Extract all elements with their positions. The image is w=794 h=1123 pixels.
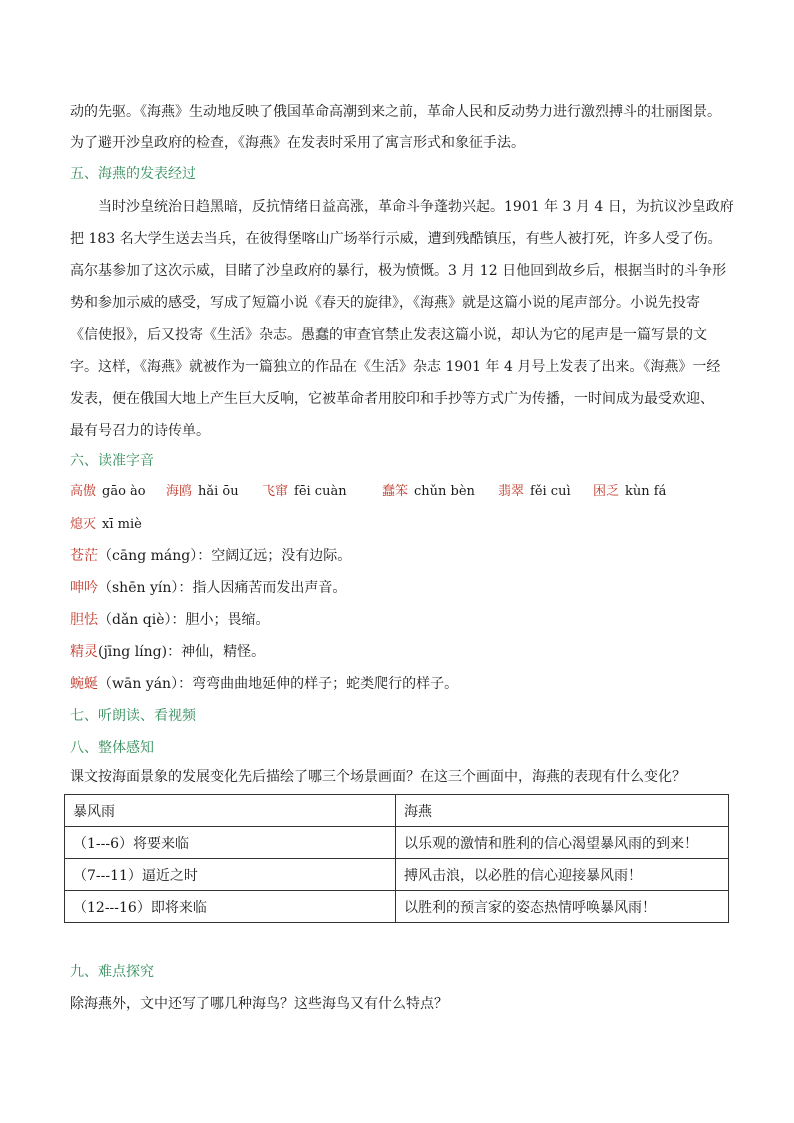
table-cell: （12---16）即将来临 bbox=[65, 891, 396, 923]
vocab-item: 蠢笨 chǔn bèn bbox=[382, 484, 475, 499]
table-cell: （7---11）逼近之时 bbox=[65, 859, 396, 891]
section5-line-5: 《信使报》，后又投寄《生活》杂志。愚蠢的审查官禁止发表这篇小说，却认为它的尾声是一篇写景的文 bbox=[70, 327, 707, 343]
perception-table bbox=[64, 794, 729, 923]
table-row bbox=[65, 859, 729, 891]
intro-line-2: 为了避开沙皇政府的检查，《海燕》在发表时采用了寓言形式和象征手法。 bbox=[70, 135, 525, 151]
table-cell: 搏风击浪，以必胜的信心迎接暴风雨！ bbox=[396, 859, 729, 891]
vocab-item: 高傲 gāo ào bbox=[70, 484, 146, 499]
section5-line-2: 把 183 名大学生送去当兵，在彼得堡喀山广场举行示威，遭到残酷镇压，有些人被打死，许多人受了伤。 bbox=[70, 231, 722, 247]
section9-question: 除海燕外，文中还写了哪几种海鸟？这些海鸟又有什么特点？ bbox=[70, 996, 448, 1012]
vocab-item: 困乏 kùn fá bbox=[593, 484, 667, 499]
definition-line: 苍茫（cāng máng）：空阔辽远；没有边际。 bbox=[70, 548, 352, 564]
definition-line: 呻吟（shēn yín）：指人因痛苦而发出声音。 bbox=[70, 580, 347, 596]
table-header-cell: 暴风雨 bbox=[65, 795, 396, 827]
section5-line-6: 字。这样，《海燕》就被作为一篇独立的作品在《生活》杂志 1901 年 4 月号上发表了出来。《海燕》一经 bbox=[70, 359, 721, 375]
section5-line-1: 当时沙皇统治日趋黑暗，反抗情绪日益高涨，革命斗争蓬勃兴起。1901 年 3 月 4 日，为抗议沙皇政府 bbox=[98, 199, 734, 215]
table-row bbox=[65, 891, 729, 923]
section-heading-8: 八、整体感知 bbox=[70, 740, 154, 756]
definition-line: 蜿蜒（wān yán）：弯弯曲曲地延伸的样子；蛇类爬行的样子。 bbox=[70, 676, 459, 692]
table-row bbox=[65, 827, 729, 859]
section-heading-6: 六、读准字音 bbox=[70, 453, 154, 469]
table-cell: 以乐观的激情和胜利的信心渴望暴风雨的到来！ bbox=[396, 827, 729, 859]
vocab-item: 熄灭 xī miè bbox=[70, 517, 142, 532]
section-heading-9: 九、难点探究 bbox=[70, 964, 154, 980]
section5-line-4: 势和参加示威的感受，写成了短篇小说《春天的旋律》，《海燕》就是这篇小说的尾声部分。小说先投寄 bbox=[70, 295, 700, 311]
table-cell: 以胜利的预言家的姿态热情呼唤暴风雨！ bbox=[396, 891, 729, 923]
section5-line-8: 最有号召力的诗传单。 bbox=[70, 423, 210, 439]
section5-line-7: 发表，便在俄国大地上产生巨大反响，它被革命者用胶印和手抄等方式广为传播，一时间成为最受欢迎、 bbox=[70, 391, 714, 407]
section-heading-5: 五、海燕的发表经过 bbox=[70, 166, 196, 182]
table-cell: （1---6）将要来临 bbox=[65, 827, 396, 859]
section8-question: 课文按海面景象的发展变化先后描绘了哪三个场景画面？在这三个画面中，海燕的表现有什么变化？ bbox=[70, 769, 686, 785]
vocab-item: 海鸥 hǎi ōu bbox=[166, 484, 239, 499]
definition-line: 胆怯（dǎn qiè）：胆小；畏缩。 bbox=[70, 612, 270, 628]
intro-line-1: 动的先驱。《海燕》生动地反映了俄国革命高潮到来之前，革命人民和反动势力进行激烈搏斗的壮丽图景。 bbox=[70, 104, 721, 120]
section5-line-3: 高尔基参加了这次示威，目睹了沙皇政府的暴行，极为愤慨。3 月 12 日他回到故乡后，根据当时的斗争形 bbox=[70, 263, 727, 279]
definition-line: 精灵(jīng líng)：神仙，精怪。 bbox=[70, 644, 266, 660]
section-heading-7: 七、听朗读、看视频 bbox=[70, 708, 196, 724]
vocab-item: 飞窜 fēi cuàn bbox=[262, 484, 347, 499]
table-header-cell: 海燕 bbox=[396, 795, 729, 827]
table-header-row bbox=[65, 795, 729, 827]
vocab-item: 翡翠 fěi cuì bbox=[498, 484, 571, 499]
